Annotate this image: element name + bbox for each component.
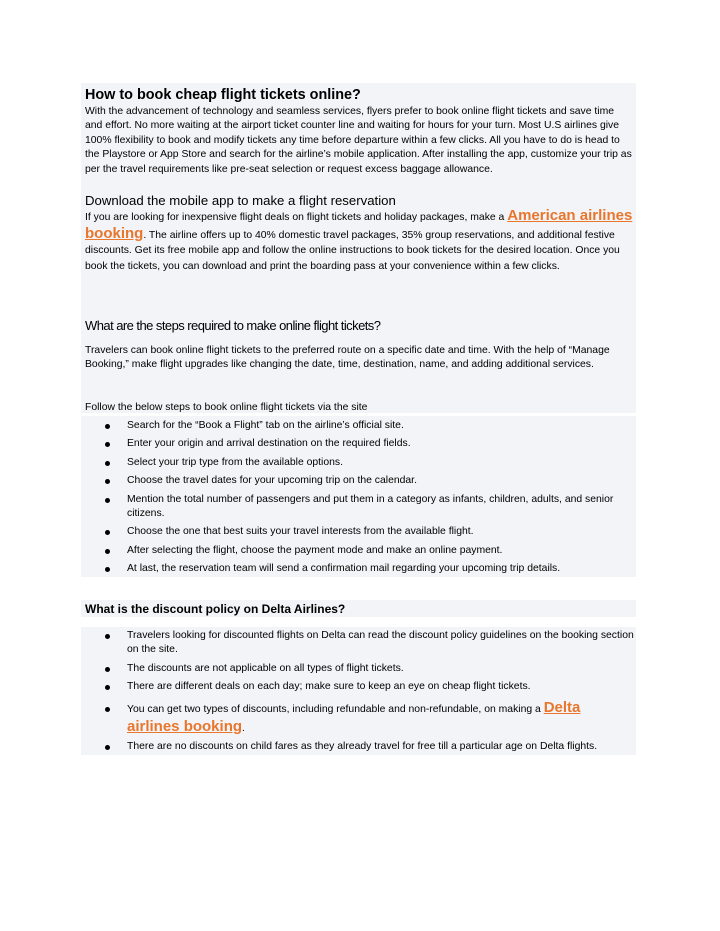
list-item: [85, 493, 635, 522]
list-item-text: Travelers looking for discounted flights on Delta can read the discount policy guidelines on the booking section on the site.: [127, 630, 634, 656]
steps-paragraph: Travelers can book online flight tickets to the preferred route on a specific date and time. With the help of “Manage Booking,” make flight upgrades like changing the date, time, destination, name, and adding additional services.: [85, 345, 610, 371]
bullet-icon: [105, 442, 110, 447]
list-item-text: After selecting the flight, choose the payment mode and make an online payment.: [127, 544, 503, 556]
bullet-icon: [105, 745, 110, 750]
heading-download-app: Download the mobile app to make a flight reservation: [85, 193, 396, 208]
list-item: [85, 740, 635, 754]
bullet-icon: [105, 634, 110, 639]
bullet-icon: [105, 479, 110, 484]
heading-how-to-book: How to book cheap flight tickets online?: [85, 87, 361, 103]
bullet-icon: [105, 567, 110, 572]
list-item-text: Mention the total number of passengers and put them in a category as infants, children, adults, and senior citizens.: [127, 493, 614, 520]
delta-airlines-booking-link[interactable]: Delta airlines booking: [127, 698, 581, 735]
list-item: [85, 680, 635, 694]
list-item: [85, 699, 635, 737]
bullet-icon: [105, 685, 110, 690]
list-item-text: There are different deals on each day; make sure to keep an eye on cheap flight tickets.: [127, 681, 531, 693]
list-item: [85, 456, 635, 470]
list-item-text: Choose the one that best suits your travel interests from the available flight.: [127, 526, 474, 538]
bullet-icon: [105, 530, 110, 535]
bullet-icon: [105, 549, 110, 554]
list-item: [85, 562, 635, 576]
download-app-paragraph: [85, 208, 633, 274]
bullet-icon: [105, 707, 110, 712]
discount-text-after: .: [242, 722, 245, 734]
heading-steps: What are the steps required to make online flight tickets?: [85, 318, 381, 333]
list-item-text: Select your trip type from the available options.: [127, 456, 344, 468]
list-item: [85, 662, 635, 676]
list-item-text: Search for the “Book a Flight” tab on the airline’s official site.: [127, 420, 404, 431]
list-item-text: At last, the reservation team will send a confirmation mail regarding your upcoming trip details.: [127, 563, 561, 575]
list-item: [85, 474, 635, 488]
list-item-text: [127, 699, 635, 737]
bullet-icon: [105, 424, 110, 429]
list-item: [85, 525, 635, 539]
list-item-text: There are no discounts on child fares as they already travel for free till a particular age on Delta flights.: [127, 740, 598, 752]
list-item: [85, 419, 635, 433]
list-item-text: Choose the travel dates for your upcoming trip on the calendar.: [127, 475, 417, 487]
american-airlines-booking-link[interactable]: American airlines booking: [85, 207, 633, 242]
bullet-icon: [105, 667, 110, 672]
list-item-text: The discounts are not applicable on all types of flight tickets.: [127, 662, 404, 674]
download-app-text-before: If you are looking for inexpensive flight deals on flight tickets and holiday packages, make a: [85, 212, 508, 223]
intro-paragraph: With the advancement of technology and seamless services, flyers prefer to book online flight tickets and save time and effort. No more waiting at the airport ticket counter line and waiting for hours for your turn. Most U.S airlines give 100% flexibility to book and modify tickets any time before departure within a few clicks. All you have to do is head to the Playstore or App Store and search for the airline’s mobile application. After installing the app, customize your trip as per the travel requirements like pre-seat selection or request excess baggage allowance.: [85, 106, 632, 175]
list-item-text: Enter your origin and arrival destination on the required fields.: [127, 438, 411, 450]
bullet-icon: [105, 461, 110, 466]
download-app-text-after: . The airline offers up to 40% domestic travel packages, 35% group reservations, and additional festive discounts. Get its free mobile app and follow the online instructions to book tickets for the desired location. Once you book the tickets, you can download and print the boarding pass at your convenience within a few clicks.: [85, 229, 620, 272]
list-item: [85, 437, 635, 451]
steps-intro: Follow the below steps to book online flight tickets via the site: [85, 402, 368, 413]
list-item: [85, 629, 635, 658]
steps-list: [85, 419, 635, 577]
discount-text-before: You can get two types of discounts, including refundable and non-refundable, on making a: [127, 703, 544, 715]
discount-list: [85, 629, 635, 754]
heading-discount-policy: What is the discount policy on Delta Airlines?: [85, 602, 346, 616]
list-item: [85, 544, 635, 558]
bullet-icon: [105, 498, 110, 503]
